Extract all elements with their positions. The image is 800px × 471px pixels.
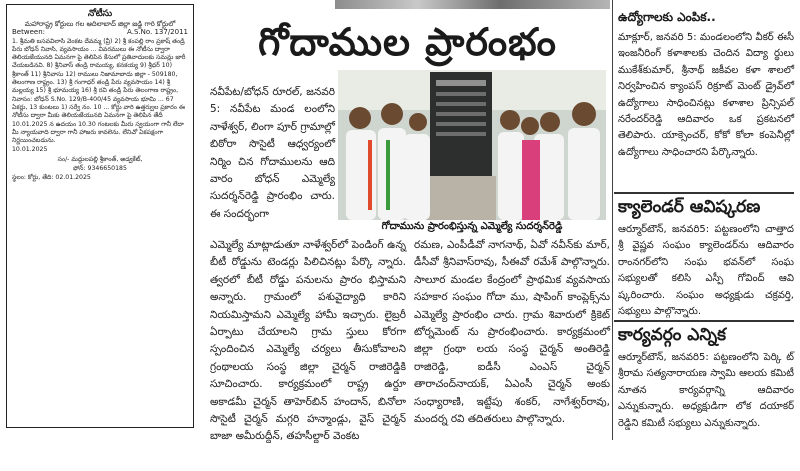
article-col1: నవీపేట/బోధన్ రూరల్, జనవరి 5: నవీపేట మండ లంలోని నాళేశ్వర్, లింగా పూర్ గ్రామాల్లో బిఠోరా సొసైటీ ఆధ్వర్యంలో నిర్మిం చిన గోదాములను ఆది వారం బోధన్ ఎమ్మెల్యే సుదర్శన్‌రెడ్డి ప్రారంభిం చారు. ఈ సందర్భంగా <box>210 86 335 220</box>
notice-title: నోటీసు <box>87 9 113 19</box>
side-story-calendar: ఆర్మూర్‌టౌన్, జనవరి5: పట్టణంలోని చాత్తాద శ్రీ వైష్ణవ సంఘం క్యాలెండర్‌ను ఆదివారం రాంనగర్‌లోని సంఘ భవన్‌లో సంఘ సభ్యులతో కలిసి ఎస్పీ గోవింద్ ఆవి ష్కరించారు. సంఘం అధ్యక్షుడు చక్రవర్తి, సభ్యులు పాల్గొన్నారు. <box>618 224 794 318</box>
side-headline-committee: కార్యవర్గం ఎన్నిక <box>618 325 727 345</box>
article-body-left: ఎమ్మెల్యే మాట్లాడుతూ నాళేశ్వర్‌లో పెండింగ్ ఉన్న బీటీ రోడ్డును టెండర్లు పిలిచినట్లు పేర్కొ న్నారు. త్వరలో బీటీ రోడ్డు పనులను ప్రారం భిస్తామని అన్నారు. గ్రామంలో పశువైద్యాధి కారిని నియమిస్తామని ఎమ్మెల్యే హామీ ఇచ్చారు. లైబ్రరీ ఏర్పాటు చేయాలని గ్రామ స్తులు కోరగా స్పందించిన ఎమ్మెల్యే చర్యలు తీసుకోవాలని గ్రంథాలయ సంస్థ జిల్లా చైర్మన్ రాజిరెడ్డికి సూచించారు. కార్యక్రమంలో రాష్ట్ర ఉర్దూ అకాడమీ చైర్మన్ తాహెర్‌బిన్ హందాన్, బినోలా సొసైటీ చైర్మన్ మగ్గరి హన్మాండ్లు, వైస్ చైర్మన్ బాజా అమీరుద్దీన్, తహసీల్దార్ వెంకట <box>210 239 406 443</box>
notice-signoff: సం/- మద్దులపల్లి శ్రీకాంత్, అడ్వకేట్, <box>57 155 143 163</box>
article-body <box>210 237 610 443</box>
side-divider <box>614 192 794 194</box>
notice-date: 10.01.2025 <box>12 146 48 154</box>
side-headline-jobs: ఉద్యోగాలకు ఎంపిక.. <box>618 10 716 24</box>
article-headline: గోదాముల ప్రారంభం <box>258 20 557 64</box>
notice-court: మహారాష్ట్ర కోర్టులు గల ఆదిలాబాద్ జిల్లా జడ్జి గారి కోర్టులో <box>24 20 176 28</box>
photo-caption: గోదామును ప్రారంభిస్తున్న ఎమ్మెల్యే సుదర్శన్‌రెడ్డి <box>381 221 563 232</box>
top-photo-strip <box>335 0 610 9</box>
notice-place: స్థలం: కోర్టు, తేది: 02.01.2025 <box>12 174 91 182</box>
column-rule <box>612 0 613 440</box>
notice-between: Between: <box>12 28 45 37</box>
side-divider <box>614 320 794 322</box>
notice-case-no: A.S.No. 137/2011 <box>127 28 188 37</box>
notice-phone: ఫోన్: 9346650185 <box>73 165 127 173</box>
notice-case-row <box>12 28 188 36</box>
notice-body: 1. శ్రీమతి బసవవిలాసి వెంకట దేవమ్మ (వ్రీ) 2) శ్రీ కంపల్లి రాం ప్రకాష్ తండ్రి పేరు బోధన్ నివాసి, వ్యవసాయం ... వివరములు ఈ నోటీసు ద్వారా తెలియజేయునది ఏమనగా పై తెలిపిన కేసులో ప్రతివాదులకు సమన్లు జారీ చేయబడినవి. 8) శ్రీనివాస్ తండ్రి రామయ్య, కనకయ్య 9) శ్రీధర్ 10) శ్రీకాంత్ 11) శ్రీనివాసు 12) రాములు నిజామాబాదు జిల్లా - 509180, తెలంగాణ రాష్ట్రం. 13) శ్రీ గంగాధర్ తండ్రి పేరు వ్యవసాయం 14) శ్రీ మల్లయ్య 15) శ్రీ భూమయ్య 16) శ్రీ రవి తండ్రి పేరు తెలంగాణ రాష్ట్రం, నివాసం: బోధన్ S.No. 129/B-400/45 వ్యవసాయ భూమి ... 67 ఏకర్లు, 13 కుంటలు 1) సర్వే నం. 10 ... కోర్టు వారి ఉత్తర్వుల ప్రకారం ఈ నోటీసు ద్వారా మీకు తెలియజేయునది ఏమనగా పై తెలిపిన తేదీ 10.01.2025 న ఉదయం 10.30 గంటలకు మీరు స్వయంగా గానీ లేదా మీ న్యాయవాది ద్వారా గానీ హాజరు కావలెను. లేనిచో ఏకపక్షంగా నిర్ణయించబడును. <box>12 37 186 145</box>
legal-notice-box <box>6 4 194 428</box>
article-body-right: రమణ, ఎంపీడీవో నాగనాథ్, ఏవో నవీన్‌కు మార్, డీసీవో శ్రీనివాస్‌రావు, సీఈవో రమేశ్ పాల్గొన్నారు. సాలూర మండల కేంద్రంలో ప్రాథమిక వ్యవసాయ సహకార సంఘం గోదా ము, షాపింగ్ కాంప్లెక్స్‌ను ఎమ్మెల్యే ప్రారంభిం చారు. గ్రామ శివారులో క్రికెట్ టోర్నమెంట్ ను ప్రారంభించారు. కార్యక్రమంలో జిల్లా గ్రంథా లయ సంస్థ చైర్మన్ అంతిరెడ్డి రాజిరెడ్డి, ఐడీసీ ఎంఎస్ చైర్మన్ తారాచంద్‌నాయక్, ఏఎంసీ చైర్మన్ అంకు సంధ్యారాణి, ఇట్టేపు శంకర్, నాగేశ్వర్‌రావు, మందర్న రవి తదితరులు పాల్గొన్నారు. <box>414 239 610 426</box>
side-headline-calendar: క్యాలెండర్ ఆవిష్కరణ <box>618 197 761 217</box>
side-story-committee: ఆర్మూర్‌టౌన్, జనవరి5: పట్టణంలోని పెర్కి ట్ శ్రీరామ సత్యనారాయణ స్వామి ఆలయ కమిటీ నూతన కార్యవర్గాన్ని ఆదివారం ఎన్నుకున్నారు. అధ్యక్షుడిగా లోక దయాకర్ రెడ్డిని కమిటీ సభ్యులు ఎన్నుకున్నారు. <box>618 352 794 429</box>
side-story-jobs: మాక్లూర్, జనవరి 5: మండలంలోని వీకర్ ఈసీ ఇంజనీరింగ్ కళాశాలకు చెందిన విద్యా ర్థులు ముకేశ్‌కుమార్, శ్రీనాథ్ జకీవల కళా శాలలో నిర్వహించిన క్యాంపస్ రిక్రూట్ మెంట్ డ్రైవ్‌లో ఉద్యోగాలు సాధించినట్లు కళాశాల ప్రిన్సిపల్ నరేందర్‌రెడ్డి ఆదివారం ఒక ప్రకటనలో తెలిపారు. యాక్సెంచర్, కోకో కోలా కంపెనీల్లో ఉద్యోగాలు సాధించారని పేర్కొన్నారు. <box>618 32 794 158</box>
ceremony-photo-image <box>338 70 606 220</box>
article-photo <box>338 70 606 220</box>
